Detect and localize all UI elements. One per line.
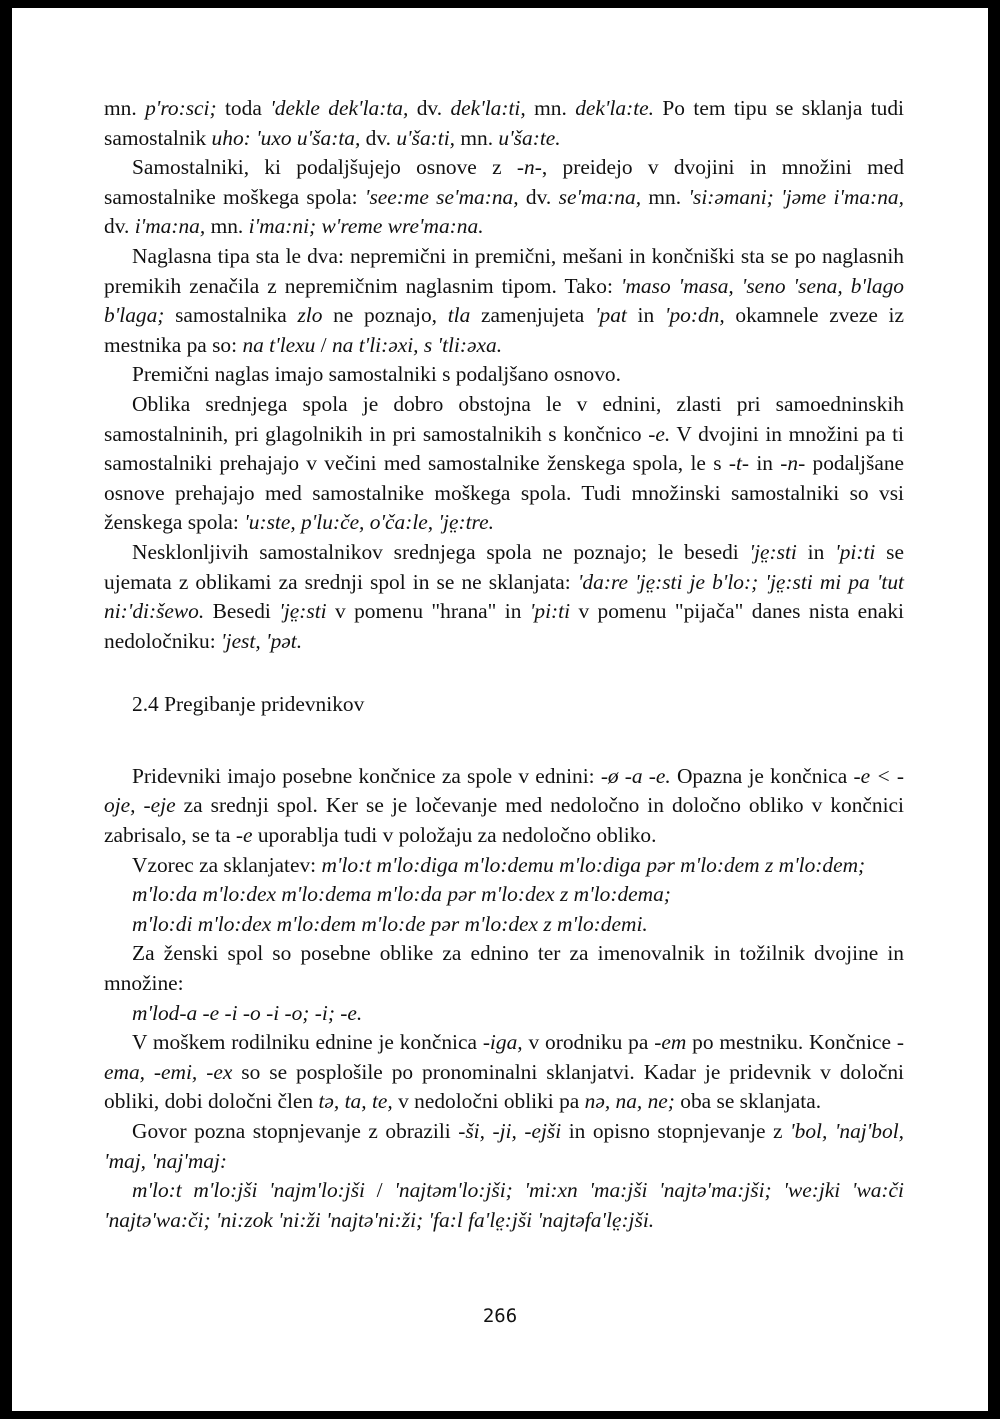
example-line: m'lod-a -e -i -o -i -o; -i; -e. [132,1000,363,1025]
body-text [104,94,904,1235]
paragraph: Za ženski spol so posebne oblike za ednino ter za imenovalnik in tožilnik dvojine in množine: [104,941,904,996]
page-sheet [12,8,988,1411]
paragraph: Nesklonljivih samostalnikov srednjega spola ne poznajo; le besedi 'je̤:sti in 'pi:ti se ujemata z oblikami za srednji spol in se ne sklanjata: 'da:re 'je̤:sti je b'lo:; 'je̤:sti mi pa 'tut ni:'di:šewo. Besedi 'je̤:sti v pomenu "hrana" in 'pi:ti v pomenu "pijača" danes nista enaki nedoločniku: 'jest, 'pət. [104,539,904,653]
paragraph: Oblika srednjega spola je dobro obstojna le v ednini, zlasti pri samoedninskih samostalninih, pri glagolnikih in pri samostalnikih s končnico -e. V dvojini in množini pa ti samostalniki prehajajo v večini med samostalnike ženskega spola, le s -t- in -n- podaljšane osnove prehajajo med samostalnike moškega spola. Tudi množinski samostalniki so vsi ženskega spola: 'u:ste, p'lu:če, o'ča:le, 'je̤:tre. [104,391,905,535]
paragraph: Samostalniki, ki podaljšujejo osnove z -n-, preidejo v dvojini in množini med samostalnike moškega spola: 'see:me se'ma:na, dv. se'ma:na, mn. 'si:əmani; 'jəme i'ma:na, dv. i'ma:na, mn. i'ma:ni; w'reme wre'ma:na. [104,155,904,239]
paragraph: Naglasna tipa sta le dva: nepremični in premični, mešani in končniški sta se po naglasnih premikih zenačila z nepremičnim naglasnim tipom. Tako: 'maso 'masa, 'seno 'sena, b'lago b'laga; samostalnika zlo ne poznajo, tla zamenjujeta 'pat in 'po:dn, okamnele zveze iz mestnika pa so: na t'lexu / na t'li:əxi, s 'tli:əxa. [104,243,904,357]
paragraph: Pridevniki imajo posebne končnice za spole v ednini: -ø -a -e. Opazna je končnica -e < -oje, -eje za srednji spol. Ker se je ločevanje med nedoločno in določno obliko v končnici zabrisalo, se ta -e uporablja tudi v položaju za nedoločno obliko. [104,763,904,848]
example-line: m'lo:di m'lo:dex m'lo:dem m'lo:de pər m'lo:dex z m'lo:demi. [132,911,648,936]
paragraph: V moškem rodilniku ednine je končnica -iga, v orodniku pa -em po mestniku. Končnice -ema, -emi, -ex so se posplošile po pronominalni sklanjatvi. Kadar je pridevnik v določni obliki, dobi določni člen tə, ta, te, v nedoločni obliki pa nə, na, ne; oba se sklanjata. [104,1030,904,1114]
paragraph: Premični naglas imajo samostalniki s podaljšano osnovo. [132,362,621,387]
paragraph: m'lo:t m'lo:jši 'najm'lo:jši / 'najtəm'lo:jši; 'mi:xn 'ma:jši 'najtə'ma:jši; 'we:jki 'wa:či 'najtə'wa:či; 'ni:zok 'ni:ži 'najtə'ni:ži; 'fa:l fa'le̤:jši 'najtəfa'le̤:jši. [104,1178,904,1232]
paragraph: Vzorec za sklanjatev: m'lo:t m'lo:diga m'lo:demu m'lo:diga pər m'lo:dem z m'lo:dem; [132,852,866,877]
paragraph: mn. p'ro:sci; toda 'dekle dek'la:ta, dv. dek'la:ti, mn. dek'la:te. Po tem tipu se sklanja tudi samostalnik uho: 'uxo u'ša:ta, dv. u'ša:ti, mn. u'ša:te. [104,96,904,150]
example-line: m'lo:da m'lo:dex m'lo:dema m'lo:da pər m'lo:dex z m'lo:dema; [132,882,671,907]
paragraph: Govor pozna stopnjevanje z obrazili -ši, -ji, -ejši in opisno stopnjevanje z 'bol, 'naj'bol, 'maj, 'naj'maj: [104,1119,904,1173]
section-heading: 2.4 Pregibanje pridevnikov [132,692,365,717]
page-number: 266 [482,1305,518,1327]
